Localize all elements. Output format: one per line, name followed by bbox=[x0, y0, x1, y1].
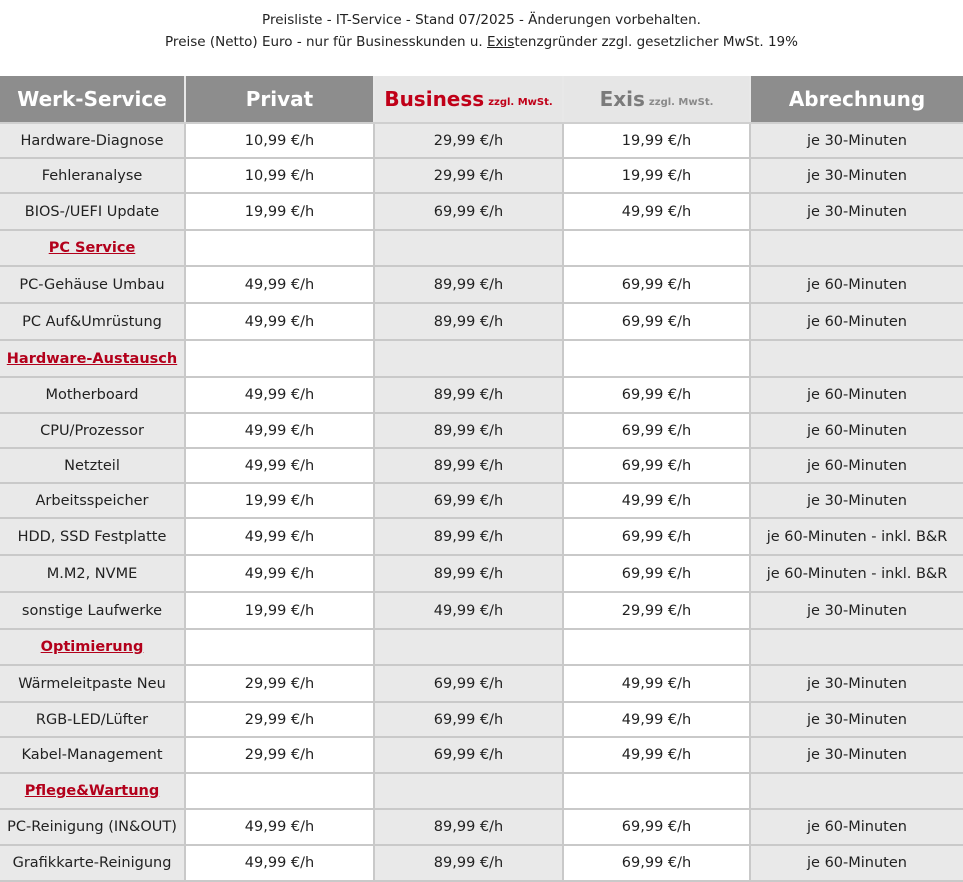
empty-cell bbox=[374, 340, 563, 377]
cell-business: 89,99 €/h bbox=[374, 413, 563, 448]
cell-exis: 49,99 €/h bbox=[563, 665, 750, 702]
cell-service: sonstige Laufwerke bbox=[0, 592, 185, 629]
table-row bbox=[0, 518, 963, 555]
cell-business: 89,99 €/h bbox=[374, 555, 563, 592]
cell-privat: 49,99 €/h bbox=[185, 303, 374, 340]
empty-cell bbox=[750, 773, 963, 809]
cell-business: 89,99 €/h bbox=[374, 518, 563, 555]
cell-privat: 49,99 €/h bbox=[185, 809, 374, 845]
column-header-service: Werk-Service bbox=[0, 76, 185, 123]
cell-billing: je 30-Minuten bbox=[750, 158, 963, 193]
table-body bbox=[0, 123, 963, 881]
cell-billing: je 60-Minuten bbox=[750, 266, 963, 303]
cell-service: HDD, SSD Festplatte bbox=[0, 518, 185, 555]
empty-cell bbox=[374, 629, 563, 665]
cell-service: Motherboard bbox=[0, 377, 185, 413]
cell-privat: 49,99 €/h bbox=[185, 413, 374, 448]
cell-billing: je 60-Minuten bbox=[750, 377, 963, 413]
section-row bbox=[0, 629, 963, 665]
section-title: Hardware-Austausch bbox=[0, 340, 185, 377]
cell-privat: 19,99 €/h bbox=[185, 483, 374, 518]
cell-business: 89,99 €/h bbox=[374, 266, 563, 303]
cell-exis: 69,99 €/h bbox=[563, 266, 750, 303]
cell-service: M.M2, NVME bbox=[0, 555, 185, 592]
intro-line-2-post: tenzgründer zzgl. gesetzlicher MwSt. 19% bbox=[514, 34, 798, 50]
cell-billing: je 30-Minuten bbox=[750, 737, 963, 773]
cell-service: Wärmeleitpaste Neu bbox=[0, 665, 185, 702]
cell-business: 49,99 €/h bbox=[374, 592, 563, 629]
section-title: Optimierung bbox=[0, 629, 185, 665]
empty-cell bbox=[374, 773, 563, 809]
section-row bbox=[0, 340, 963, 377]
cell-privat: 29,99 €/h bbox=[185, 702, 374, 737]
cell-billing: je 60-Minuten bbox=[750, 413, 963, 448]
cell-service: Hardware-Diagnose bbox=[0, 123, 185, 158]
cell-privat: 29,99 €/h bbox=[185, 737, 374, 773]
cell-privat: 10,99 €/h bbox=[185, 123, 374, 158]
cell-billing: je 30-Minuten bbox=[750, 592, 963, 629]
cell-exis: 69,99 €/h bbox=[563, 303, 750, 340]
empty-cell bbox=[185, 629, 374, 665]
cell-exis: 69,99 €/h bbox=[563, 413, 750, 448]
cell-billing: je 60-Minuten - inkl. B&R bbox=[750, 555, 963, 592]
cell-privat: 49,99 €/h bbox=[185, 518, 374, 555]
table-row bbox=[0, 845, 963, 881]
cell-billing: je 30-Minuten bbox=[750, 702, 963, 737]
column-header-business bbox=[374, 76, 563, 123]
cell-business: 29,99 €/h bbox=[374, 123, 563, 158]
table-row bbox=[0, 702, 963, 737]
intro-line-1: Preisliste - IT-Service - Stand 07/2025 - Änderungen vorbehalten. bbox=[262, 12, 701, 28]
intro-line-2 bbox=[0, 31, 963, 53]
empty-cell bbox=[750, 629, 963, 665]
cell-service: PC-Gehäuse Umbau bbox=[0, 266, 185, 303]
cell-exis: 49,99 €/h bbox=[563, 483, 750, 518]
cell-exis: 19,99 €/h bbox=[563, 158, 750, 193]
section-row bbox=[0, 773, 963, 809]
business-label: Business bbox=[384, 87, 485, 111]
cell-service: CPU/Prozessor bbox=[0, 413, 185, 448]
table-row bbox=[0, 737, 963, 773]
cell-exis: 29,99 €/h bbox=[563, 592, 750, 629]
cell-billing: je 60-Minuten bbox=[750, 448, 963, 483]
cell-business: 89,99 €/h bbox=[374, 809, 563, 845]
cell-privat: 49,99 €/h bbox=[185, 266, 374, 303]
cell-exis: 19,99 €/h bbox=[563, 123, 750, 158]
cell-billing: je 30-Minuten bbox=[750, 483, 963, 518]
cell-privat: 49,99 €/h bbox=[185, 377, 374, 413]
cell-service: BIOS-/UEFI Update bbox=[0, 193, 185, 230]
cell-billing: je 60-Minuten bbox=[750, 303, 963, 340]
empty-cell bbox=[563, 340, 750, 377]
cell-service: RGB-LED/Lüfter bbox=[0, 702, 185, 737]
cell-exis: 69,99 €/h bbox=[563, 555, 750, 592]
table-row bbox=[0, 809, 963, 845]
empty-cell bbox=[750, 340, 963, 377]
cell-billing: je 60-Minuten - inkl. B&R bbox=[750, 518, 963, 555]
cell-business: 69,99 €/h bbox=[374, 665, 563, 702]
cell-billing: je 60-Minuten bbox=[750, 809, 963, 845]
cell-exis: 49,99 €/h bbox=[563, 737, 750, 773]
cell-service: Kabel-Management bbox=[0, 737, 185, 773]
cell-business: 89,99 €/h bbox=[374, 303, 563, 340]
cell-business: 69,99 €/h bbox=[374, 483, 563, 518]
column-header-billing: Abrechnung bbox=[750, 76, 963, 123]
empty-cell bbox=[185, 340, 374, 377]
cell-billing: je 30-Minuten bbox=[750, 665, 963, 702]
cell-service: PC-Reinigung (IN&OUT) bbox=[0, 809, 185, 845]
column-header-exis bbox=[563, 76, 750, 123]
empty-cell bbox=[185, 773, 374, 809]
empty-cell bbox=[374, 230, 563, 266]
table-row bbox=[0, 303, 963, 340]
cell-business: 89,99 €/h bbox=[374, 377, 563, 413]
table-row bbox=[0, 123, 963, 158]
cell-service: Arbeitsspeicher bbox=[0, 483, 185, 518]
empty-cell bbox=[185, 230, 374, 266]
cell-exis: 69,99 €/h bbox=[563, 377, 750, 413]
section-row bbox=[0, 230, 963, 266]
empty-cell bbox=[563, 230, 750, 266]
cell-exis: 69,99 €/h bbox=[563, 448, 750, 483]
exis-label: Exis bbox=[599, 87, 645, 111]
cell-privat: 19,99 €/h bbox=[185, 193, 374, 230]
section-title: PC Service bbox=[0, 230, 185, 266]
cell-billing: je 60-Minuten bbox=[750, 845, 963, 881]
table-header-row bbox=[0, 76, 963, 123]
exis-tax-note: zzgl. MwSt. bbox=[648, 97, 714, 108]
cell-billing: je 30-Minuten bbox=[750, 193, 963, 230]
intro-line-2-pre: Preise (Netto) Euro - nur für Businesskunden u. bbox=[165, 34, 488, 50]
cell-business: 89,99 €/h bbox=[374, 845, 563, 881]
table-row bbox=[0, 665, 963, 702]
cell-billing: je 30-Minuten bbox=[750, 123, 963, 158]
cell-exis: 69,99 €/h bbox=[563, 845, 750, 881]
table-row bbox=[0, 266, 963, 303]
cell-business: 29,99 €/h bbox=[374, 158, 563, 193]
intro-line-2-underlined: Exis bbox=[487, 34, 515, 50]
column-header-privat: Privat bbox=[185, 76, 374, 123]
table-row bbox=[0, 377, 963, 413]
cell-privat: 49,99 €/h bbox=[185, 845, 374, 881]
cell-privat: 10,99 €/h bbox=[185, 158, 374, 193]
cell-privat: 29,99 €/h bbox=[185, 665, 374, 702]
business-tax-note: zzgl. MwSt. bbox=[488, 97, 553, 108]
empty-cell bbox=[750, 230, 963, 266]
cell-service: Grafikkarte-Reinigung bbox=[0, 845, 185, 881]
table-row bbox=[0, 448, 963, 483]
table-row bbox=[0, 193, 963, 230]
cell-business: 69,99 €/h bbox=[374, 702, 563, 737]
cell-exis: 49,99 €/h bbox=[563, 193, 750, 230]
empty-cell bbox=[563, 629, 750, 665]
section-title: Pflege&Wartung bbox=[0, 773, 185, 809]
cell-privat: 49,99 €/h bbox=[185, 555, 374, 592]
cell-service: Fehleranalyse bbox=[0, 158, 185, 193]
table-row bbox=[0, 413, 963, 448]
table-row bbox=[0, 555, 963, 592]
cell-privat: 49,99 €/h bbox=[185, 448, 374, 483]
table-row bbox=[0, 158, 963, 193]
cell-exis: 49,99 €/h bbox=[563, 702, 750, 737]
cell-business: 69,99 €/h bbox=[374, 193, 563, 230]
cell-service: PC Auf&Umrüstung bbox=[0, 303, 185, 340]
table-row bbox=[0, 483, 963, 518]
cell-business: 89,99 €/h bbox=[374, 448, 563, 483]
cell-privat: 19,99 €/h bbox=[185, 592, 374, 629]
cell-business: 69,99 €/h bbox=[374, 737, 563, 773]
empty-cell bbox=[563, 773, 750, 809]
cell-exis: 69,99 €/h bbox=[563, 518, 750, 555]
cell-exis: 69,99 €/h bbox=[563, 809, 750, 845]
table-row bbox=[0, 592, 963, 629]
cell-service: Netzteil bbox=[0, 448, 185, 483]
price-table bbox=[0, 76, 963, 882]
price-list-intro bbox=[0, 9, 963, 53]
